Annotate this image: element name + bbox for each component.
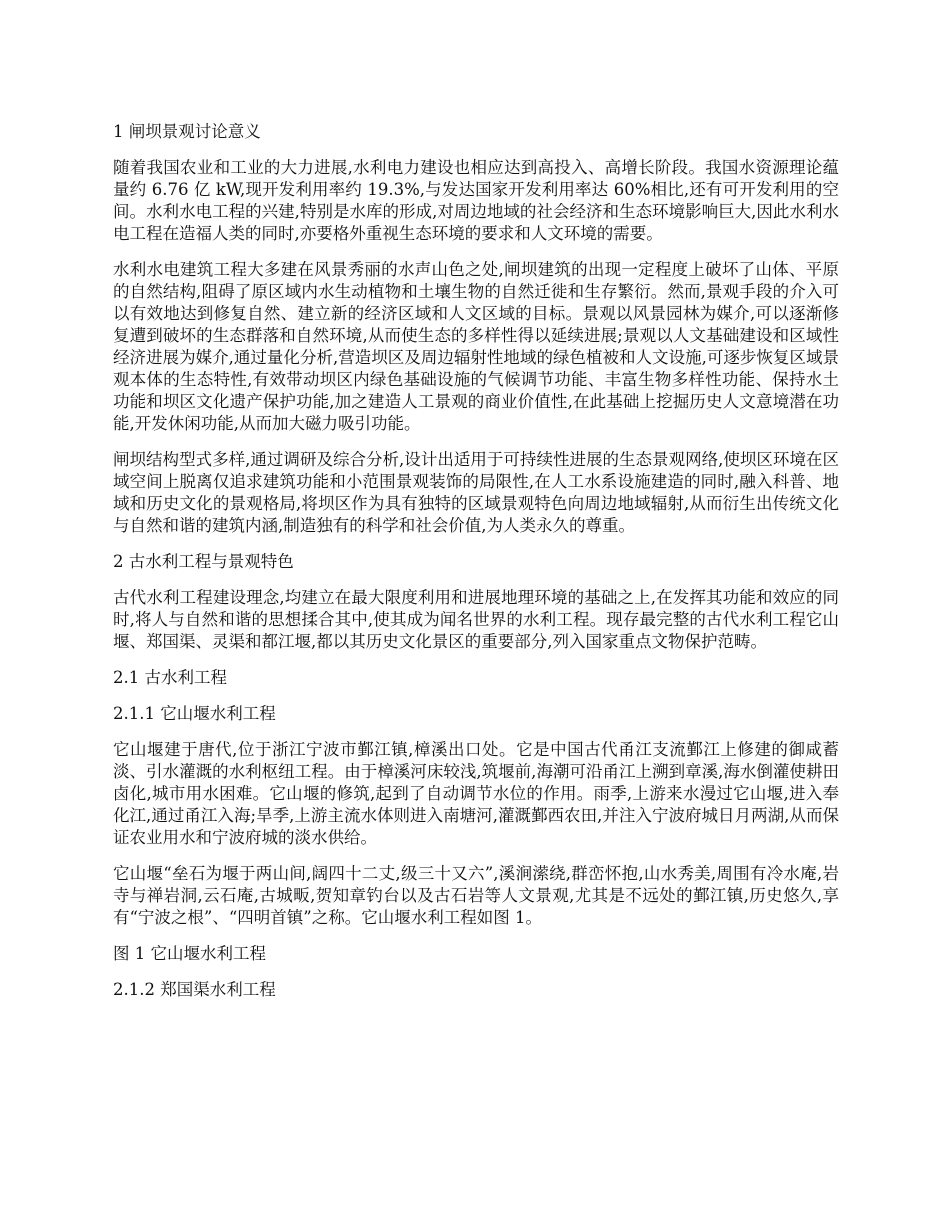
paragraph: 闸坝结构型式多样,通过调研及综合分析,设计出适用于可持续性进展的生态景观网络,使坝区环境在区域空间上脱离仅追求建筑功能和小范围景观装饰的局限性,在人工水系设施建造的同时,融入科普、地域和历史文化的景观格局,将坝区作为具有独特的区域景观特色向周边地域辐射,从而衍生出传统文化与自然和谐的建筑内涵,制造独有的科学和社会价值,为人类永久的尊重。	[113, 450, 839, 535]
subsection-heading-2-1-1: 2.1.1 它山堰水利工程	[113, 704, 276, 723]
paragraph: 它山堰“垒石为堰于两山间,阔四十二丈,级三十又六”,溪涧潆绕,群峦怀抱,山水秀美,周围有冷水庵,岩寺与禅岩洞,云石庵,古城畈,贺知章钓台以及古石岩等人文景观,尤其是不远处的鄞江镇,历史悠久,享有“宁波之根”、“四明首镇”之称。它山堰水利工程如图 1。	[113, 864, 839, 927]
section-heading-2: 2 古水利工程与景观特色	[113, 552, 294, 571]
subsection-heading-2-1-2: 2.1.2 郑国渠水利工程	[113, 980, 276, 999]
document-page	[113, 121, 839, 1015]
figure-caption: 图 1 它山堰水利工程	[113, 944, 266, 963]
section-heading-1: 1 闸坝景观讨论意义	[113, 122, 261, 141]
subsection-heading-2-1: 2.1 古水利工程	[113, 668, 227, 687]
paragraph: 随着我国农业和工业的大力进展,水利电力建设也相应达到高投入、高增长阶段。我国水资源理论蕴量约 6.76 亿 kW,现开发利用率约 19.3%,与发达国家开发利用率达 60%相比,还有可开发利用的空间。水利水电工程的兴建,特别是水库的形成,对周边地域的社会经济和生态环境影响巨大,因此水利水电工程在造福人类的同时,亦要格外重视生态环境的要求和人文环境的需要。	[113, 158, 839, 243]
paragraph: 它山堰建于唐代,位于浙江宁波市鄞江镇,樟溪出口处。它是中国古代甬江支流鄞江上修建的御咸蓄淡、引水灌溉的水利枢纽工程。由于樟溪河床较浅,筑堰前,海潮可沿甬江上溯到章溪,海水倒灌使耕田卤化,城市用水困难。它山堰的修筑,起到了自动调节水位的作用。雨季,上游来水漫过它山堰,进入奉化江,通过甬江入海;旱季,上游主流水体则进入南塘河,灌溉鄞西农田,并注入宁波府城日月两湖,从而保证农业用水和宁波府城的淡水供给。	[113, 740, 839, 847]
paragraph: 古代水利工程建设理念,均建立在最大限度利用和进展地理环境的基础之上,在发挥其功能和效应的同时,将人与自然和谐的思想揉合其中,使其成为闻名世界的水利工程。现存最完整的古代水利工程它山堰、郑国渠、灵渠和都江堰,都以其历史文化景区的重要部分,列入国家重点文物保护范畴。	[113, 588, 839, 651]
paragraph: 水利水电建筑工程大多建在风景秀丽的水声山色之处,闸坝建筑的出现一定程度上破坏了山体、平原的自然结构,阻碍了原区域内水生动植物和土壤生物的自然迁徙和生存繁衍。然而,景观手段的介入可以有效地达到修复自然、建立新的经济区域和人文区域的目标。景观以风景园林为媒介,可以逐渐修复遭到破坏的生态群落和自然环境,从而使生态的多样性得以延续进展;景观以人文基础建设和区域性经济进展为媒介,通过量化分析,营造坝区及周边辐射性地域的绿色植被和人文设施,可逐步恢复区域景观本体的生态特性,有效带动坝区内绿色基础设施的气候调节功能、丰富生物多样性功能、保持水土功能和坝区文化遗产保护功能,加之建造人工景观的商业价值性,在此基础上挖掘历史人文意境潜在功能,开发休闲功能,从而加大磁力吸引功能。	[113, 260, 839, 433]
